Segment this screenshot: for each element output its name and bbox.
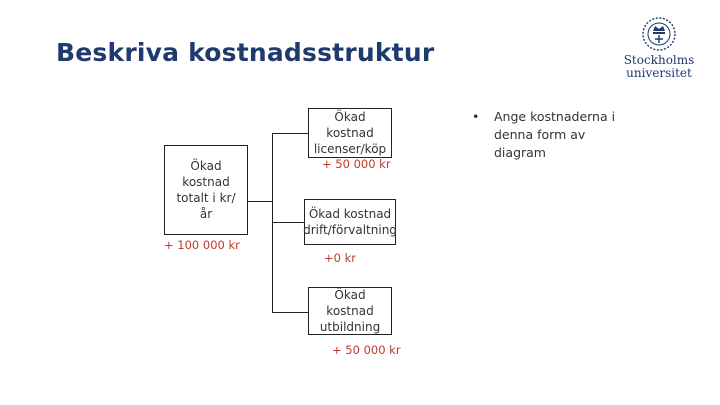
notes-bullet-item — [472, 108, 622, 162]
child-node-training — [308, 287, 392, 335]
child-node-value: +0 kr — [324, 251, 356, 265]
connector-branch-1 — [272, 133, 308, 134]
child-node-value: + 50 000 kr — [332, 343, 401, 357]
university-name-line2: universitet — [626, 66, 692, 80]
child-node-label: Ökad kostnad utbildning — [319, 288, 381, 334]
university-name — [617, 54, 701, 80]
connector-root-horizontal — [248, 201, 272, 202]
bullet-dot-icon: • — [472, 109, 480, 124]
notes-bullet-text: Ange kostnaderna i denna form av diagram — [494, 109, 616, 160]
child-node-label: Ökad kostnad drift/förvaltning — [303, 207, 397, 237]
crown-seal-icon — [641, 14, 677, 54]
child-node-licenses — [308, 108, 392, 158]
slide-title: Beskriva kostnadsstruktur — [56, 38, 435, 67]
university-logo — [617, 14, 701, 84]
connector-branch-3 — [272, 312, 308, 313]
notes-list — [472, 108, 622, 162]
root-node-label: Ökad kostnad totalt i kr/år — [176, 159, 236, 221]
root-node-total-cost — [164, 145, 248, 235]
child-node-label: Ökad kostnad licenser/köp — [313, 110, 387, 156]
university-name-line1: Stockholms — [623, 53, 695, 67]
root-node-value: + 100 000 kr — [164, 238, 240, 252]
child-node-operations — [304, 199, 396, 245]
child-node-value: + 50 000 kr — [322, 157, 391, 171]
